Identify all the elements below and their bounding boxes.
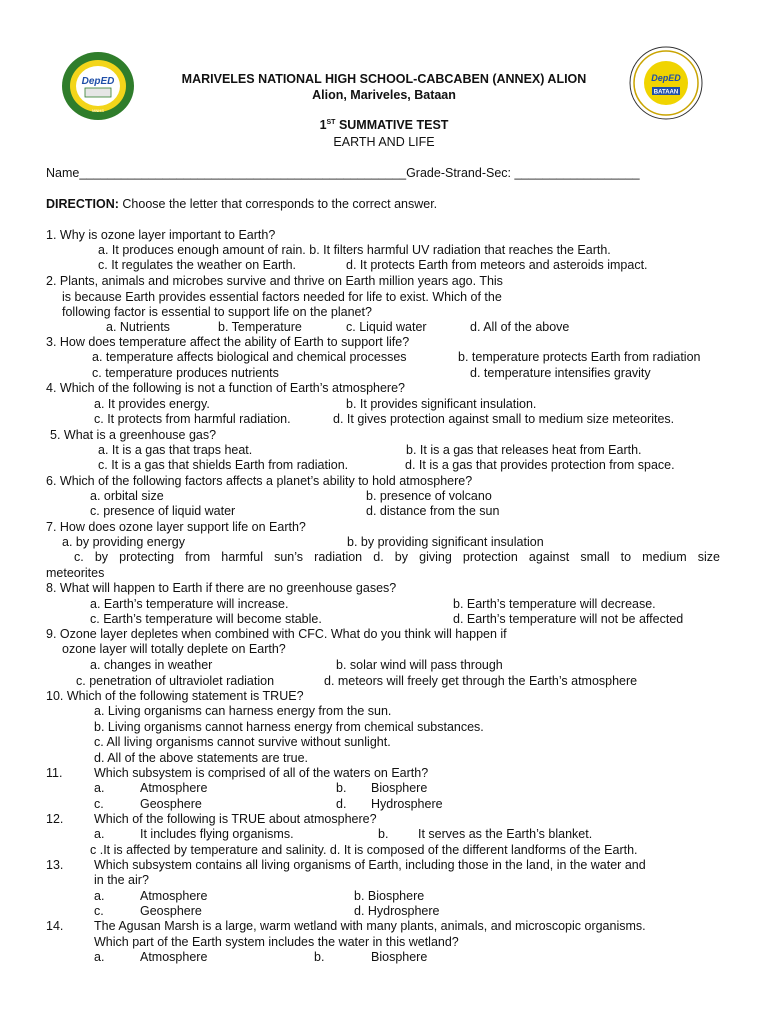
q12-choice-b-letter: b. xyxy=(378,827,389,841)
q3-choice-a: a. temperature affects biological and chemical processes xyxy=(92,350,407,364)
school-name: MARIVELES NATIONAL HIGH SCHOOL-CABCABEN (ANNEX) ALION xyxy=(181,72,587,86)
q10-choice-c: c. All living organisms cannot survive without sunlight. xyxy=(94,735,391,749)
q3-choice-d: d. temperature intensifies gravity xyxy=(470,366,651,380)
q10-choice-d: d. All of the above statements are true. xyxy=(94,751,309,765)
q3-choice-b: b. temperature protects Earth from radiation xyxy=(458,350,701,364)
q14-choice-b-letter: b. xyxy=(314,950,325,964)
test-label: SUMMATIVE TEST xyxy=(335,118,449,132)
question-13: Which subsystem contains all living organisms of Earth, including those in the land, in the water and xyxy=(94,858,646,872)
question-14: The Agusan Marsh is a large, warm wetland with many plants, animals, and microscopic organisms. xyxy=(94,919,646,933)
q5-choice-b: b. It is a gas that releases heat from Earth. xyxy=(406,443,642,457)
q4-choice-b: b. It provides significant insulation. xyxy=(346,397,537,411)
test-number-suffix: ST xyxy=(326,118,336,126)
q2-choice-b: b. Temperature xyxy=(218,320,302,334)
q7-choice-a: a. by providing energy xyxy=(62,535,185,549)
q10-choice-a: a. Living organisms can harness energy from the sun. xyxy=(94,704,392,718)
q9-choice-a: a. changes in weather xyxy=(90,658,213,672)
q6-choice-a: a. orbital size xyxy=(90,489,164,503)
q2-choice-d: d. All of the above xyxy=(470,320,570,334)
question-10: 10. Which of the following statement is TRUE? xyxy=(46,689,304,703)
q10-choice-b: b. Living organisms cannot harness energy from chemical substances. xyxy=(94,720,484,734)
q4-choice-c: c. It protects from harmful radiation. xyxy=(94,412,291,426)
q13-choice-c-letter: c. xyxy=(94,904,104,918)
q11-choice-d: Hydrosphere xyxy=(371,797,443,811)
school-address: Alion, Mariveles, Bataan xyxy=(312,88,456,102)
q3-choice-c: c. temperature produces nutrients xyxy=(92,366,279,380)
q5-choice-a: a. It is a gas that traps heat. xyxy=(98,443,253,457)
q4-choice-a: a. It provides energy. xyxy=(94,397,210,411)
q11-choice-c: Geosphere xyxy=(140,797,202,811)
q8-choice-d: d. Earth’s temperature will not be affected xyxy=(453,612,684,626)
question-11-number: 11. xyxy=(46,766,63,780)
q8-choice-a: a. Earth’s temperature will increase. xyxy=(90,597,289,611)
test-subject: EARTH AND LIFE xyxy=(333,135,435,149)
q12-choice-a-letter: a. xyxy=(94,827,105,841)
q2-choice-c: c. Liquid water xyxy=(346,320,427,334)
q14-choice-a: Atmosphere xyxy=(140,950,208,964)
question-7: 7. How does ozone layer support life on Earth? xyxy=(46,520,306,534)
question-14-line-2: Which part of the Earth system includes the water in this wetland? xyxy=(94,935,459,949)
q11-choice-b-letter: b. xyxy=(336,781,347,795)
question-2: 2. Plants, animals and microbes survive and thrive on Earth million years ago. This xyxy=(46,274,503,288)
question-6: 6. Which of the following factors affects a planet’s ability to hold atmosphere? xyxy=(46,474,473,488)
question-1: 1. Why is ozone layer important to Earth? xyxy=(46,228,276,242)
q5-choice-d: d. It is a gas that provides protection from space. xyxy=(405,458,675,472)
svg-text:DepED: DepED xyxy=(651,73,681,83)
q12-choice-b: It serves as the Earth’s blanket. xyxy=(418,827,593,841)
question-9: 9. Ozone layer depletes when combined with CFC. What do you think will happen if xyxy=(46,627,507,641)
svg-text:MNHS: MNHS xyxy=(92,108,104,113)
question-9-line-2: ozone layer will totally deplete on Earth? xyxy=(62,642,286,656)
direction-text: Choose the letter that corresponds to the correct answer. xyxy=(118,197,438,211)
q6-choice-d: d. distance from the sun xyxy=(366,504,500,518)
q12-choice-a: It includes flying organisms. xyxy=(140,827,294,841)
question-13-line-2: in the air? xyxy=(94,873,149,887)
question-12: Which of the following is TRUE about atmosphere? xyxy=(94,812,377,826)
q11-choice-d-letter: d. xyxy=(336,797,347,811)
q11-choice-b: Biosphere xyxy=(371,781,428,795)
direction-label: DIRECTION: xyxy=(46,197,119,211)
q9-choice-c: c. penetration of ultraviolet radiation xyxy=(76,674,275,688)
question-5: 5. What is a greenhouse gas? xyxy=(50,428,217,442)
question-13-number: 13. xyxy=(46,858,64,872)
question-14-number: 14. xyxy=(46,919,64,933)
question-4: 4. Which of the following is not a function of Earth’s atmosphere? xyxy=(46,381,405,395)
name-grade-line: Name_______________________________________________Grade-Strand-Sec: __________________ xyxy=(46,166,640,180)
q11-choice-a: Atmosphere xyxy=(140,781,208,795)
q6-choice-b: b. presence of volcano xyxy=(366,489,492,503)
q14-choice-a-letter: a. xyxy=(94,950,105,964)
q7-choices-cd: c. by protecting from harmful sun’s radiation d. by giving protection against small to medium size xyxy=(74,550,720,564)
q8-choice-c: c. Earth’s temperature will become stable. xyxy=(90,612,322,626)
q13-choice-a-letter: a. xyxy=(94,889,105,903)
q7-continuation: meteorites xyxy=(46,566,105,580)
q13-choice-a: Atmosphere xyxy=(140,889,208,903)
q11-choice-a-letter: a. xyxy=(94,781,105,795)
test-title xyxy=(0,118,768,132)
svg-text:DepED: DepED xyxy=(81,76,115,87)
school-seal-logo xyxy=(60,50,136,122)
q1-choices-ab: a. It produces enough amount of rain. b. It filters harmful UV radiation that reaches the Earth. xyxy=(98,243,611,257)
q4-choice-d: d. It gives protection against small to medium size meteorites. xyxy=(333,412,675,426)
svg-text:BATAAN: BATAAN xyxy=(653,89,679,96)
q2-choice-a: a. Nutrients xyxy=(106,320,170,334)
question-11: Which subsystem is comprised of all of the waters on Earth? xyxy=(94,766,429,780)
question-2-line-2: is because Earth provides essential factors needed for life to exist. Which of the xyxy=(62,290,502,304)
q9-choice-b: b. solar wind will pass through xyxy=(336,658,503,672)
q13-choice-c: Geosphere xyxy=(140,904,202,918)
q1-choice-d: d. It protects Earth from meteors and asteroids impact. xyxy=(346,258,648,272)
question-8: 8. What will happen to Earth if there are no greenhouse gases? xyxy=(46,581,397,595)
q9-choice-d: d. meteors will freely get through the Earth’s atmosphere xyxy=(324,674,638,688)
q5-choice-c: c. It is a gas that shields Earth from radiation. xyxy=(98,458,349,472)
q13-choice-b: b. Biosphere xyxy=(354,889,425,903)
q13-choice-d: d. Hydrosphere xyxy=(354,904,440,918)
q12-choices-cd: c .It is affected by temperature and salinity. d. It is composed of the different landforms of the Earth. xyxy=(90,843,638,857)
q6-choice-c: c. presence of liquid water xyxy=(90,504,236,518)
question-2-line-3: following factor is essential to support life on the planet? xyxy=(62,305,372,319)
q1-choice-c: c. It regulates the weather on Earth. xyxy=(98,258,297,272)
q11-choice-c-letter: c. xyxy=(94,797,104,811)
direction xyxy=(46,197,437,212)
q7-choice-b: b. by providing significant insulation xyxy=(347,535,544,549)
q8-choice-b: b. Earth’s temperature will decrease. xyxy=(453,597,656,611)
question-12-number: 12. xyxy=(46,812,64,826)
question-3: 3. How does temperature affect the ability of Earth to support life? xyxy=(46,335,410,349)
test-number: 1 xyxy=(319,118,327,132)
q14-choice-b: Biosphere xyxy=(371,950,428,964)
